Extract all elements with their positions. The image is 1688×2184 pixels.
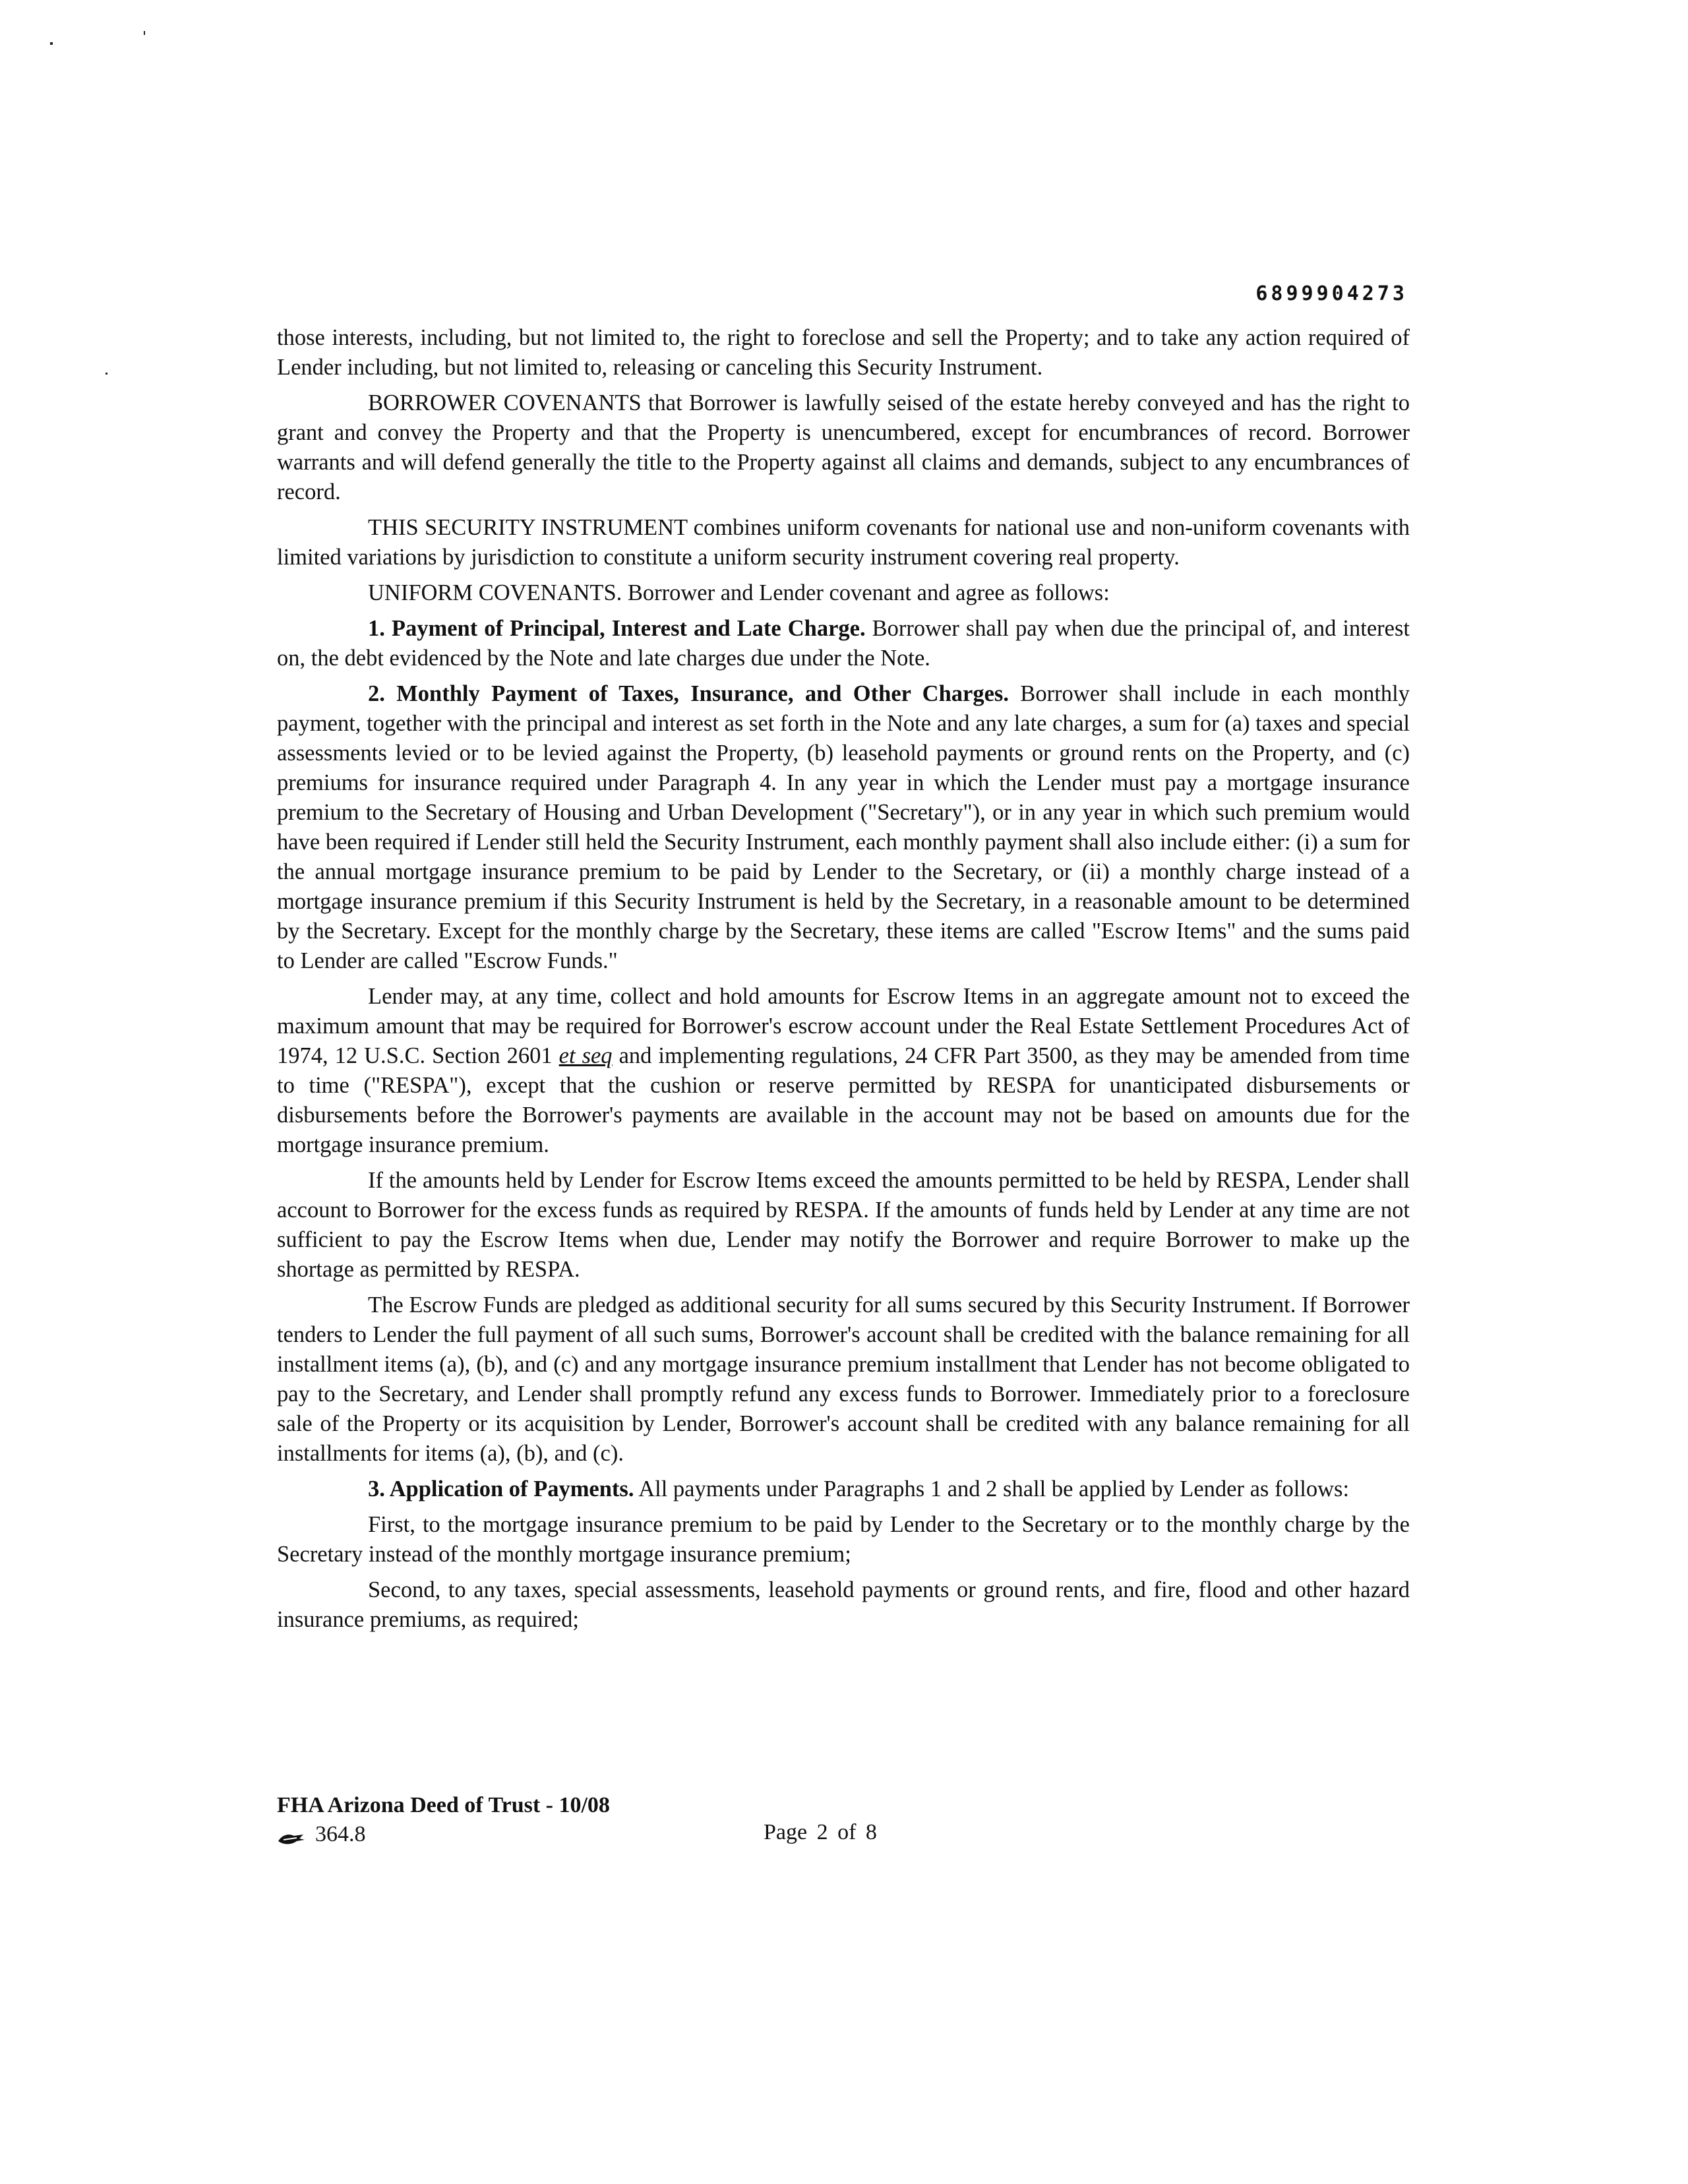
scan-speck <box>50 42 53 45</box>
paragraph: 2. Monthly Payment of Taxes, Insurance, and Other Charges. Borrower shall include in each monthly payment, together with the principal and interest as set forth in the Note and any late charges, a sum for (a) taxes and special assessments levied or to be levied against the Property, (b) leasehold payments or ground rents on the Property, and (c) premiums for insurance required under Paragraph 4. In any year in which the Lender must pay a mortgage insurance premium to the Secretary of Housing and Urban Development ("Secretary"), or in any year in which such premium would have been required if Lender still held the Security Instrument, each monthly payment shall also include either: (i) a sum for the annual mortgage insurance premium to be paid by Lender to the Secretary, or (ii) a monthly charge instead of a mortgage insurance premium if this Security Instrument is held by the Secretary, in a reasonable amount to be determined by the Secretary. Except for the monthly charge by the Secretary, these items are called "Escrow Items" and the sums paid to Lender are called "Escrow Funds." <box>277 681 1410 973</box>
form-code-row <box>277 1820 366 1849</box>
section-heading: 1. Payment of Principal, Interest and Late Charge. <box>368 616 866 641</box>
paragraph: The Escrow Funds are pledged as additional security for all sums secured by this Security Instrument. If Borrower tenders to Lender the full payment of all such sums, Borrower's account shall be credited with the balance remaining for all installment items (a), (b), and (c) and any mortgage insurance premium installment that Lender has not become obligated to pay to the Secretary, and Lender shall promptly refund any excess funds to Borrower. Immediately prior to a foreclosure sale of the Property or its acquisition by Lender, Borrower's account shall be credited with any balance remaining for all installments for items (a), (b), and (c). <box>277 1292 1410 1466</box>
document-body <box>277 323 1410 1641</box>
paragraph: THIS SECURITY INSTRUMENT combines uniform covenants for national use and non-uniform covenants with limited variations by jurisdiction to constitute a uniform security instrument covering real property. <box>277 515 1410 570</box>
loan-number: 6899904273 <box>1255 282 1408 305</box>
scan-speck <box>144 31 145 35</box>
form-code: 364.8 <box>315 1822 366 1846</box>
paragraph: UNIFORM COVENANTS. Borrower and Lender covenant and agree as follows: <box>368 580 1110 605</box>
paragraph: Second, to any taxes, special assessments, leasehold payments or ground rents, and fire, flood and other hazard insurance premiums, as required; <box>277 1577 1410 1632</box>
section-heading: 2. Monthly Payment of Taxes, Insurance, and Other Charges. <box>368 681 1009 706</box>
form-title: FHA Arizona Deed of Trust - 10/08 <box>277 1793 610 1817</box>
section-heading: 3. Application of Payments. <box>368 1476 634 1502</box>
paragraph: Lender may, at any time, collect and hold amounts for Escrow Items in an aggregate amount not to exceed the maximum amount that may be required for Borrower's escrow account under the Real Estate Settlement Procedures Act of 1974, 12 U.S.C. Section 2601 et seq and implementing regulations, 24 CFR Part 3500, as they may be amended from time to time ("RESPA"), except that the cushion or reserve permitted by RESPA for unanticipated disbursements or disbursements before the Borrower's payments are available in the account may not be based on amounts due for the mortgage insurance premium. <box>277 984 1410 1157</box>
paragraph: BORROWER COVENANTS that Borrower is lawfully seised of the estate hereby conveyed and has the right to grant and convey the Property and that the Property is unencumbered, except for encumbrances of record. Borrower warrants and will defend generally the title to the Property against all claims and demands, subject to any encumbrances of record. <box>277 390 1410 504</box>
paragraph: First, to the mortgage insurance premium to be paid by Lender to the Secretary or to the monthly charge by the Secretary instead of the monthly mortgage insurance premium; <box>277 1512 1410 1567</box>
emphasis-et-seq: et seq <box>558 1043 613 1068</box>
page-number: Page 2 of 8 <box>764 1820 877 1844</box>
paragraph: If the amounts held by Lender for Escrow Items exceed the amounts permitted to be held by RESPA, Lender shall account to Borrower for the excess funds as required by RESPA. If the amounts of funds held by Lender at any time are not sufficient to pay the Escrow Items when due, Lender may notify the Borrower and require Borrower to make up the shortage as permitted by RESPA. <box>277 1168 1410 1282</box>
paragraph: those interests, including, but not limited to, the right to foreclose and sell the Property; and to take any action required of Lender including, but not limited to, releasing or canceling this Security Instrument. <box>277 325 1410 380</box>
scan-speck <box>106 373 107 375</box>
paragraph: 1. Payment of Principal, Interest and Late Charge. Borrower shall pay when due the principal of, and interest on, the debt evidenced by the Note and late charges due under the Note. <box>277 616 1410 671</box>
vmp-logo-icon <box>277 1827 306 1842</box>
paragraph: 3. Application of Payments. All payments under Paragraphs 1 and 2 shall be applied by Lender as follows: <box>368 1476 1350 1502</box>
